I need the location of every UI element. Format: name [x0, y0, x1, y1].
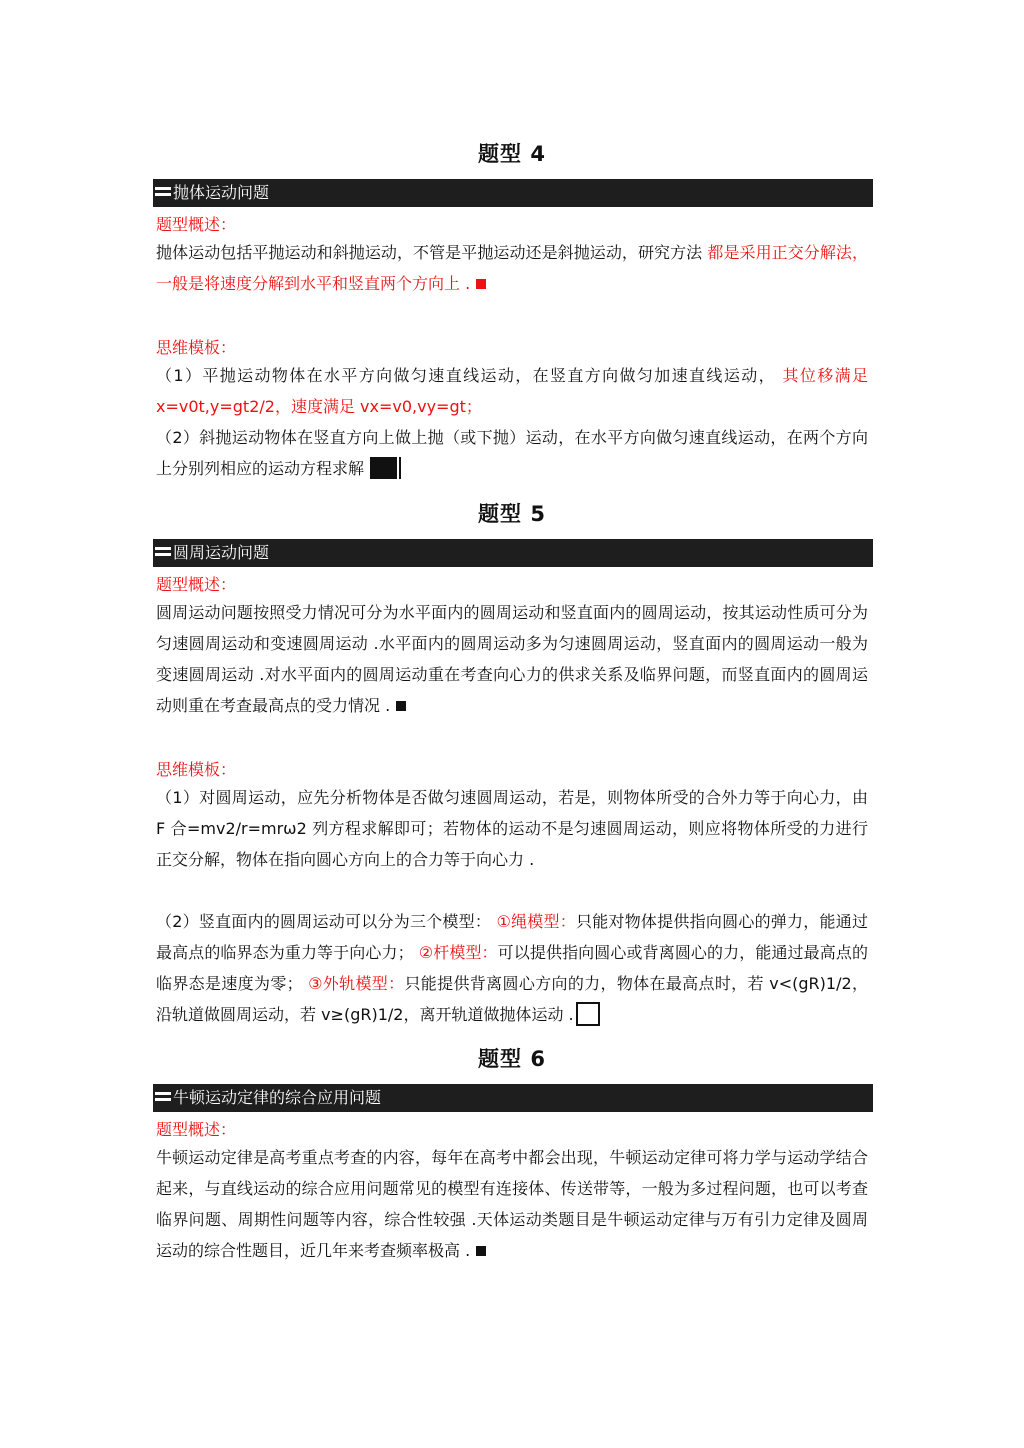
- section-4-item-1-highlight: 其位移满足 x=v0t,y=gt2/2，速度满足 vx=v0,vy=gt；: [156, 366, 868, 416]
- section-5-item-2-text-d: 只能提供背离圆心方向的力，物体在最高点时，若 v<(gR)1/2，沿轨道做圆周运动，若 v≥(gR)1/2，离开轨道做抛体运动 .: [156, 974, 868, 1024]
- menu-lines-icon: [155, 547, 171, 559]
- section-5-overview-text: 圆周运动问题按照受力情况可分为水平面内的圆周运动和竖直面内的圆周运动，按其运动性质可分为匀速圆周运动和变速圆周运动 .水平面内的圆周运动多为匀速圆周运动，竖直面内的圆周运动一般为变速圆周运动 .对水平面内的圆周运动重在考查向心力的供求关系及临界问题，而竖直面内的圆周运动则重在考查最高点的受力情况 .: [156, 603, 868, 715]
- end-box-icon: [576, 1002, 600, 1026]
- section-5-item-1: （1）对圆周运动，应先分析物体是否做匀速圆周运动，若是，则物体所受的合外力等于向心力，由 F 合=mv2/r=mrω2 列方程求解即可；若物体的运动不是匀速圆周运动，则应将物体所受的力进行正交分解，物体在指向圆心方向上的合力等于向心力 .: [156, 788, 868, 869]
- section-5-item-2-text-a: （2）竖直面内的圆周运动可以分为三个模型：: [156, 912, 497, 931]
- section-6-bar-label: 牛顿运动定律的综合应用问题: [173, 1088, 382, 1107]
- section-4-item-1: [156, 360, 868, 422]
- section-4-header-bar: [153, 179, 873, 207]
- end-square-icon: [476, 279, 486, 289]
- section-5-title: 题型 5: [478, 502, 546, 526]
- section-5-template-label: 思维模板：: [156, 760, 237, 779]
- section-6-overview-label: 题型概述：: [156, 1120, 237, 1139]
- outer-track-model-label: ③外轨模型：: [308, 974, 405, 993]
- section-4-item-2: [156, 422, 868, 484]
- section-4-template-label: 思维模板：: [156, 338, 237, 357]
- end-block-icon: [370, 457, 397, 479]
- section-5-item-2-text-b: 只能对物体提供指向圆心的弹力，能通过最高点的临界态为重力等于向心力；: [156, 912, 868, 962]
- section-4-overview-label: 题型概述：: [156, 215, 237, 234]
- section-5-item-2-text-c: 可以提供指向圆心或背离圆心的力，能通过最高点的临界态是速度为零；: [156, 943, 868, 993]
- menu-lines-icon: [155, 1092, 171, 1104]
- section-5-bar-label: 圆周运动问题: [173, 543, 270, 562]
- section-4-overview-text: 抛体运动包括平抛运动和斜抛运动，不管是平抛运动还是斜抛运动，研究方法: [156, 243, 708, 262]
- section-5-header-bar: [153, 539, 873, 567]
- section-5-item-2: [156, 906, 868, 1030]
- section-6-overview-text: 牛顿运动定律是高考重点考查的内容，每年在高考中都会出现，牛顿运动定律可将力学与运动学结合起来，与直线运动的综合应用问题常见的模型有连接体、传送带等，一般为多过程问题，也可以考查临界问题、周期性问题等内容，综合性较强 .天体运动类题目是牛顿运动定律与万有引力定律及圆周运动的综合性题目，近几年来考查频率极高 .: [156, 1148, 868, 1260]
- section-4-title: 题型 4: [478, 142, 546, 166]
- section-6-title: 题型 6: [478, 1047, 546, 1071]
- end-square-icon: [396, 701, 406, 711]
- section-4-bar-label: 抛体运动问题: [173, 183, 270, 202]
- section-6-header-bar: [153, 1084, 873, 1112]
- section-6-overview: [156, 1142, 868, 1266]
- section-4-item-2-text: （2）斜抛运动物体在竖直方向上做上抛（或下抛）运动，在水平方向做匀速直线运动，在两个方向上分别列相应的运动方程求解: [156, 428, 868, 478]
- end-square-icon: [476, 1246, 486, 1256]
- menu-lines-icon: [155, 187, 171, 199]
- rod-model-label: ②杆模型：: [418, 943, 498, 962]
- section-4-overview-highlight: 都是采用正交分解法，一般是将速度分解到水平和竖直两个方向上 .: [156, 243, 868, 293]
- section-5-overview-label: 题型概述：: [156, 575, 237, 594]
- section-4-item-1-text: （1）平抛运动物体在水平方向做匀速直线运动，在竖直方向做匀加速直线运动，: [156, 366, 783, 385]
- rope-model-label: ①绳模型：: [496, 912, 576, 931]
- section-4-overview: [156, 237, 868, 299]
- section-5-overview: [156, 597, 868, 721]
